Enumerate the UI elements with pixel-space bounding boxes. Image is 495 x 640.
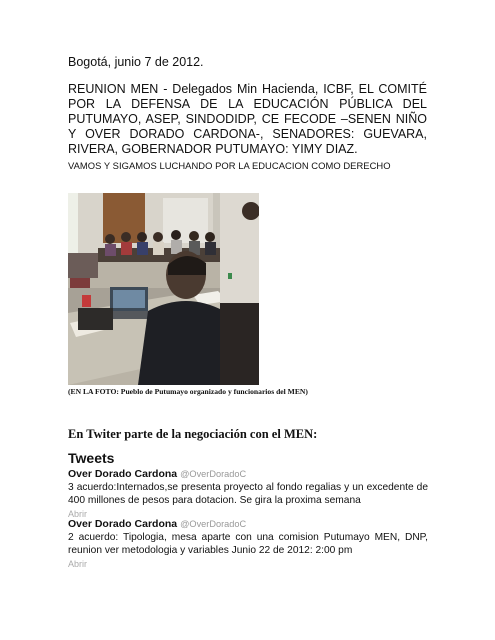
slogan: VAMOS Y SIGAMOS LUCHANDO POR LA EDUCACION COMO DERECHO <box>68 160 391 171</box>
tweet-author[interactable]: Over Dorado Cardona <box>68 518 178 530</box>
photo-caption: (EN LA FOTO: Pueblo de Putumayo organizado y funcionarios del MEN) <box>68 387 308 396</box>
tweet-text: 2 acuerdo: Tipologia, mesa aparte con una comision Putumayo MEN, DNP, reunion ver metodologia y variables Junio 22 de 2012: 2:00 pm <box>68 532 428 556</box>
tweet-handle[interactable]: @OverDoradoC <box>180 469 247 479</box>
tweet-item <box>68 518 428 571</box>
meeting-photo <box>68 193 259 385</box>
document-date: Bogotá, junio 7 de 2012. <box>68 55 204 69</box>
tweet-item <box>68 468 428 521</box>
tweets-title: Tweets <box>68 450 115 466</box>
tweet-author[interactable]: Over Dorado Cardona <box>68 468 178 480</box>
open-tweet-link[interactable]: Abrir <box>68 509 88 519</box>
twitter-heading: En Twiter parte de la negociación con el MEN: <box>68 427 318 441</box>
open-tweet-link[interactable]: Abrir <box>68 559 88 569</box>
tweet-text: 3 acuerdo:Internados,se presenta proyecto al fondo regalias y un excedente de 400 millones de pesos para dotacion. Se gira la proxima semana <box>68 482 428 506</box>
meeting-heading: REUNION MEN - Delegados Min Hacienda, ICBF, EL COMITÉ POR LA DEFENSA DE LA EDUCACIÓN PÚBLICA DEL PUTUMAYO, ASEP, SINDODIDP, CE FECODE –SENEN NIÑO Y OVER DORADO CARDONA-, SENADORES: GUEVARA, RIVERA, GOBERNADOR PUTUMAYO: YIMY DIAZ. <box>68 82 427 156</box>
tweet-handle[interactable]: @OverDoradoC <box>180 519 247 529</box>
